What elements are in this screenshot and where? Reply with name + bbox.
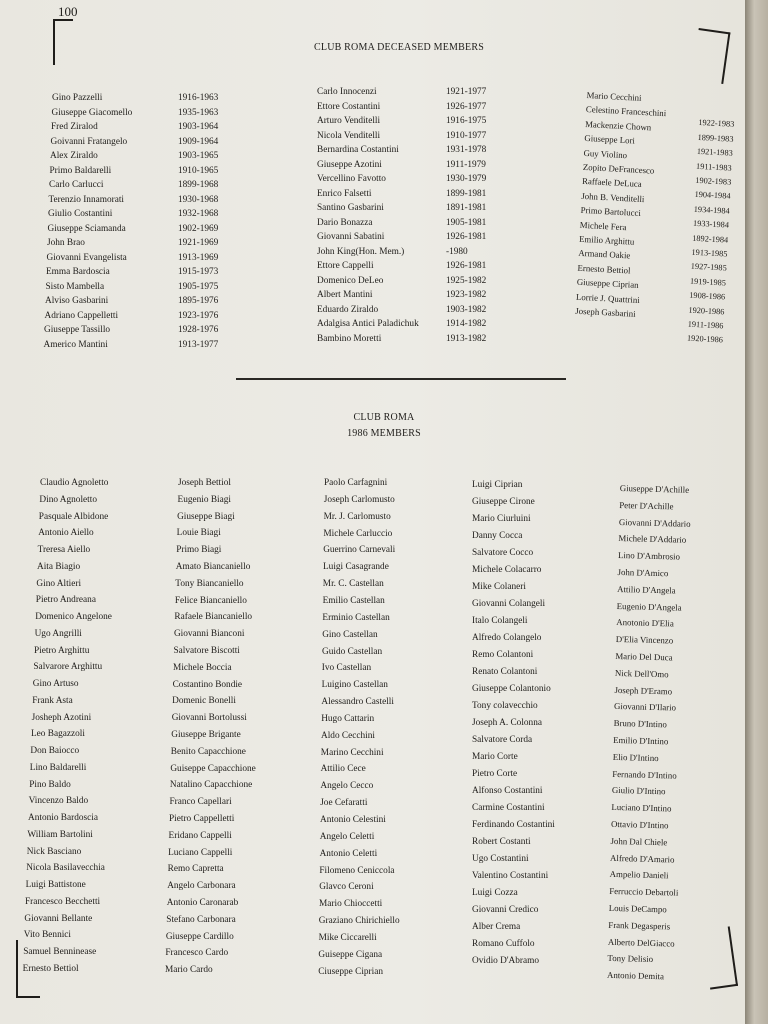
member-name: Treresa Aiello <box>37 545 91 555</box>
member-name: Pasquale Albidone <box>38 511 109 522</box>
member-name: Michele D'Addario <box>618 533 687 546</box>
deceased-name: Terenzio Innamorati <box>48 194 124 205</box>
deceased-years: 1916-1975 <box>446 116 487 126</box>
deceased-name: Michele Fera <box>579 219 627 232</box>
deceased-name: Fred Ziralod <box>51 122 98 132</box>
member-name: Antonio Aiello <box>38 528 94 539</box>
member-name: Antonio Celestini <box>320 815 386 825</box>
member-name: Tony Biancaniello <box>175 578 244 589</box>
deceased-years: 1913-1982 <box>446 333 487 344</box>
member-name: Vito Bennici <box>23 930 72 941</box>
member-name: Josheph Azotini <box>31 712 92 723</box>
member-name: Danny Cocca <box>472 531 523 541</box>
member-name: Giovanni Bellante <box>24 913 93 924</box>
member-name: Anotonio D'Elia <box>616 617 674 629</box>
member-name: Robert Costanti <box>472 837 531 847</box>
member-name: Franco Capellari <box>169 797 232 808</box>
deceased-name: Eduardo Ziraldo <box>317 304 379 315</box>
deceased-name: John Brao <box>47 238 85 248</box>
member-name: Costantino Bondie <box>172 679 243 690</box>
deceased-name: Giuseppe Sciamanda <box>47 223 126 234</box>
member-name: Tony colavecchio <box>472 701 538 711</box>
member-name: Mario Chioccetti <box>319 899 383 910</box>
member-name: Mario Del Duca <box>615 650 673 663</box>
deceased-years: 1905-1981 <box>446 217 487 228</box>
member-name: Nick Dell'Omo <box>614 667 669 680</box>
member-name: Remo Capretta <box>167 864 224 875</box>
member-name: Giovanni D'Ilario <box>613 701 677 713</box>
deceased-name: Dario Bonazza <box>317 217 373 228</box>
deceased-years: 1922-1983 <box>698 118 735 130</box>
deceased-name: Giuseppe Ciprian <box>576 276 639 291</box>
deceased-years: 1925-1982 <box>446 275 487 286</box>
member-name: Domenic Bonelli <box>172 696 236 707</box>
member-name: Glavco Ceroni <box>319 882 374 893</box>
member-name: Luigi Ciprian <box>472 480 523 490</box>
member-name: Ugo Angrilli <box>34 628 82 639</box>
deceased-name: Giuseppe Giacomello <box>51 107 133 118</box>
member-name: Gino Artuso <box>32 679 79 689</box>
member-name: Luciano D'Intino <box>611 802 672 814</box>
deceased-years: 1932-1968 <box>178 209 219 219</box>
member-name: Joseph A. Colonna <box>472 718 542 728</box>
deceased-name: Nicola Venditelli <box>317 130 381 141</box>
member-name: Angelo Carbonara <box>167 881 236 892</box>
member-name: Attilio D'Angela <box>617 583 676 596</box>
top-right-corner-mark <box>692 28 731 84</box>
member-name: Luigino Castellan <box>321 680 388 691</box>
member-name: Alfonso Costantini <box>472 786 543 796</box>
deceased-years: 1926-1977 <box>446 101 487 112</box>
member-name: Giovanni D'Addario <box>618 516 691 529</box>
member-name: Romano Cuffolo <box>472 939 535 949</box>
member-name: Dino Agnoletto <box>39 494 97 505</box>
top-left-corner-mark-ext <box>53 19 73 21</box>
member-name: Eugenio D'Angela <box>616 600 682 613</box>
member-name: Giuseppe Cardillo <box>165 931 234 942</box>
member-name: Leo Bagazzoli <box>31 729 85 740</box>
deceased-years: 1903-1982 <box>446 304 487 315</box>
member-name: Domenico Angelone <box>35 612 112 622</box>
deceased-name: Adriano Cappelletti <box>44 310 119 321</box>
member-name: Antonio Bardoscia <box>28 813 98 823</box>
member-name: Aita Biagio <box>37 561 81 572</box>
member-name: Eridano Cappelli <box>168 830 232 841</box>
deceased-name: Raffaele DeLuca <box>581 176 642 190</box>
member-name: Eugenio Biagi <box>177 494 231 505</box>
member-name: Giovanni Credico <box>472 905 539 915</box>
deceased-name: Emilio Arghittu <box>578 233 635 247</box>
deceased-name: Ernesto Bettiol <box>577 262 631 276</box>
member-name: Ivo Castellan <box>321 663 372 674</box>
deceased-years: 1903-1964 <box>178 122 219 132</box>
member-name: Stefano Carbonara <box>166 914 236 925</box>
deceased-years: 1911-1979 <box>446 159 486 170</box>
member-name: Luigi Cozza <box>472 888 518 898</box>
member-name: Ciuseppe Ciprian <box>318 966 383 977</box>
member-name: Luigi Battistone <box>25 880 86 890</box>
deceased-name: Carlo Carlucci <box>49 180 104 190</box>
member-name: Joe Cefaratti <box>320 798 368 809</box>
deceased-name: Carlo Innocenzi <box>317 87 377 97</box>
member-name: Graziano Chirichiello <box>318 916 400 927</box>
deceased-name: Joseph Gasbarini <box>575 305 636 319</box>
members-subtitle: 1986 MEMBERS <box>347 428 421 439</box>
deceased-years: 1920-1986 <box>688 305 725 317</box>
member-name: Michele Colacarro <box>472 565 542 575</box>
member-name: Renato Colantoni <box>472 667 538 677</box>
deceased-years: 1930-1968 <box>178 194 219 205</box>
deceased-years: 1919-1985 <box>689 276 727 288</box>
deceased-name: Domenico DeLeo <box>317 275 384 286</box>
deceased-name: Primo Baldarelli <box>49 165 112 176</box>
deceased-name: Mario Cecchini <box>586 89 642 103</box>
member-name: Amato Biancaniello <box>175 562 251 572</box>
deceased-years: 1926-1981 <box>446 261 487 271</box>
member-name: Antonio Caronarab <box>166 898 239 908</box>
deceased-years: 1927-1985 <box>690 262 727 273</box>
member-name: Ernesto Bettiol <box>22 963 79 974</box>
deceased-name: Adalgisa Antici Paladichuk <box>317 319 419 329</box>
deceased-name: Sisto Mambella <box>45 281 105 292</box>
member-name: Ugo Costantini <box>472 854 529 864</box>
member-name: Pietro Arghittu <box>34 645 90 656</box>
member-name: Elio D'Intino <box>612 751 659 763</box>
deceased-name: Albert Mantini <box>317 290 373 300</box>
member-name: Louis DeCampo <box>608 902 667 915</box>
deceased-name: John King(Hon. Mem.) <box>317 246 405 257</box>
deceased-name: Alviso Gasbarini <box>45 296 109 306</box>
member-name: John Dal Chiele <box>610 835 668 848</box>
deceased-name: Ettore Costantini <box>317 101 381 112</box>
deceased-name: Santino Gasbarini <box>317 203 384 213</box>
member-name: Emilio D'Intino <box>613 734 669 747</box>
member-name: Aldo Cecchini <box>321 730 375 741</box>
member-name: Alberto DelGiacco <box>607 936 675 949</box>
deceased-name: Emma Bardoscia <box>46 267 110 277</box>
deceased-years: 1905-1975 <box>178 281 219 292</box>
deceased-years: 1913-1969 <box>178 252 219 263</box>
member-name: Mario Corte <box>472 752 518 762</box>
member-name: Angelo Cecco <box>320 781 374 792</box>
member-name: Salvarore Arghittu <box>33 662 103 673</box>
member-name: Francesco Becchetti <box>25 896 101 907</box>
member-name: Guido Castellan <box>322 646 383 657</box>
deceased-years: 1920-1986 <box>686 333 724 345</box>
member-name: Frank Asta <box>32 695 73 706</box>
member-name: D'Elia Vincenzo <box>615 634 674 646</box>
member-name: Lino Baldarelli <box>29 762 87 773</box>
member-name: Emilio Castellan <box>322 595 385 606</box>
deceased-name: Celestino Franceschini <box>585 104 667 119</box>
member-name: Ferruccio Debartoli <box>609 886 679 898</box>
member-name: Pietro Cappelletti <box>169 814 235 824</box>
deceased-years: 1914-1982 <box>446 319 487 329</box>
deceased-name: Gino Pazzelli <box>52 93 103 103</box>
deceased-years: 1916-1963 <box>178 93 219 103</box>
book-spine <box>745 0 768 1024</box>
deceased-title: CLUB ROMA DECEASED MEMBERS <box>314 42 484 53</box>
member-name: Ovidio D'Abramo <box>472 956 540 966</box>
member-name: Antonio Demita <box>606 970 665 982</box>
deceased-years: 1904-1984 <box>694 190 731 202</box>
member-name: Filomeno Ceniccola <box>319 865 395 876</box>
member-name: Felice Biancaniello <box>174 595 247 606</box>
member-name: Giovanni Bianconi <box>173 629 245 640</box>
deceased-years: 1899-1968 <box>178 180 219 190</box>
member-name: Giuseppe Colantonio <box>472 684 551 694</box>
page-number: 100 <box>58 4 78 19</box>
member-name: Benito Capacchione <box>170 746 246 757</box>
members-title: CLUB ROMA <box>353 412 415 423</box>
deceased-name: Bambino Moretti <box>317 333 382 344</box>
member-name: Valentino Costantini <box>472 871 549 881</box>
deceased-name: Giuseppe Tassillo <box>44 325 111 335</box>
member-name: Italo Colangeli <box>472 616 528 626</box>
member-name: Michele Carluccio <box>323 528 393 539</box>
deceased-years: 1892-1984 <box>692 233 729 245</box>
deceased-name: Primo Bartolucci <box>580 205 642 219</box>
deceased-name: Enrico Falsetti <box>317 188 372 199</box>
member-name: Hugo Cattarin <box>321 713 375 724</box>
deceased-name: Alex Ziraldo <box>50 151 98 161</box>
member-name: Primo Biagi <box>176 545 222 556</box>
member-name: Erminio Castellan <box>322 612 390 623</box>
member-name: Mr. C. Castellan <box>322 579 384 590</box>
deceased-years: 1913-1977 <box>178 339 219 350</box>
member-name: Guiseppe Capacchione <box>170 763 256 774</box>
member-name: Salvatore Cocco <box>472 548 534 558</box>
deceased-name: Guy Violino <box>583 147 628 160</box>
deceased-years: 1921-1969 <box>178 238 219 248</box>
member-name: Giuseppe Brigante <box>171 730 241 740</box>
deceased-years: 1899-1981 <box>446 188 487 199</box>
deceased-years: 1928-1976 <box>178 325 219 335</box>
deceased-years: 1921-1983 <box>696 147 733 158</box>
member-name: Pietro Corte <box>472 769 518 779</box>
member-name: Pino Baldo <box>29 779 71 790</box>
member-name: William Bartolini <box>27 829 93 840</box>
member-name: Mario Ciurluini <box>472 514 531 524</box>
member-name: Claudio Agnoletto <box>40 478 109 488</box>
member-name: Giuseppe Cirone <box>472 497 535 507</box>
member-name: Mr. J. Carlomusto <box>323 511 391 522</box>
deceased-years: 1902-1983 <box>695 175 732 187</box>
deceased-name: Americo Mantini <box>43 339 108 350</box>
member-name: Louie Biagi <box>176 528 221 539</box>
deceased-name: John B. Venditelli <box>581 190 645 204</box>
deceased-years: 1926-1981 <box>446 232 487 242</box>
member-name: Joseph Carlomusto <box>323 494 395 505</box>
member-name: Luciano Cappelli <box>168 847 233 858</box>
member-name: Angelo Celetti <box>319 831 375 842</box>
deceased-name: Giovanni Evangelista <box>46 252 127 263</box>
member-name: Carmine Costantini <box>472 803 545 813</box>
member-name: Alfredo Colangelo <box>472 633 542 643</box>
member-name: Mike Ciccarelli <box>318 932 377 943</box>
deceased-years: 1915-1973 <box>178 267 219 277</box>
deceased-years: -1980 <box>446 246 468 257</box>
member-name: Ampelio Danieli <box>609 869 669 881</box>
deceased-name: Lorrie J. Quattrini <box>575 291 641 305</box>
member-name: Lino D'Ambrosio <box>617 550 681 562</box>
deceased-name: Giovanni Sabatini <box>317 232 385 242</box>
member-name: Alfredo D'Amario <box>610 852 675 865</box>
member-name: Guerrino Carnevali <box>323 545 396 556</box>
deceased-name: Goivanni Fratangelo <box>50 136 128 147</box>
member-name: Mario Cardo <box>164 965 213 976</box>
member-name: Rafaele Biancaniello <box>174 612 253 623</box>
bottom-right-corner-mark <box>702 926 738 989</box>
deceased-years: 1903-1965 <box>178 151 219 161</box>
deceased-name: Armand Oakie <box>578 248 631 261</box>
deceased-years: 1899-1983 <box>697 132 734 144</box>
member-name: Alber Crema <box>472 922 521 932</box>
deceased-years: 1902-1969 <box>178 223 219 234</box>
deceased-name: Giuseppe Lori <box>584 133 636 146</box>
member-name: Joseph D'Eramo <box>614 684 673 697</box>
member-name: Salvatore Corda <box>472 735 533 745</box>
deceased-name: Ettore Cappelli <box>317 261 374 271</box>
member-name: Alessandro Castelli <box>321 697 394 708</box>
deceased-name: Vercellino Favotto <box>317 174 386 184</box>
member-name: Giuseppe Biagi <box>177 511 235 522</box>
member-name: Ottavio D'Intino <box>610 818 669 831</box>
deceased-years: 1923-1976 <box>178 310 219 321</box>
member-name: Peter D'Achille <box>619 499 674 512</box>
deceased-name: Giuseppe Azotini <box>317 159 382 170</box>
member-name: Nicola Basilavecchia <box>26 863 105 874</box>
member-name: Giovanni Bortolussi <box>171 713 247 724</box>
member-name: Vincenzo Baldo <box>28 796 89 807</box>
deceased-years: 1935-1963 <box>178 107 219 118</box>
deceased-years: 1909-1964 <box>178 136 219 147</box>
deceased-years: 1913-1985 <box>691 247 728 259</box>
deceased-years: 1910-1977 <box>446 130 487 141</box>
member-name: Nick Basciano <box>26 846 82 857</box>
deceased-name: Mackenzie Chown <box>584 118 652 133</box>
member-name: Gino Castellan <box>322 629 378 640</box>
member-name: Marino Cecchini <box>320 747 384 758</box>
deceased-name: Bernardina Costantini <box>317 145 399 155</box>
member-name: Giulio D'Intino <box>611 785 666 797</box>
deceased-years: 1908-1986 <box>689 290 726 302</box>
member-name: Tony Delisio <box>607 953 654 965</box>
member-name: Frank Degasperis <box>608 919 671 932</box>
member-name: Fernando D'Intino <box>612 768 677 781</box>
deceased-years: 1934-1984 <box>693 204 730 216</box>
deceased-years: 1921-1977 <box>446 87 487 97</box>
member-name: Natalino Capacchione <box>169 780 253 791</box>
member-name: Pietro Andreana <box>35 595 96 606</box>
deceased-years: 1911-1986 <box>687 319 724 331</box>
deceased-years: 1911-1983 <box>695 161 732 173</box>
member-name: Antonio Celetti <box>319 848 378 859</box>
deceased-years: 1923-1982 <box>446 290 487 300</box>
member-name: Ferdinando Costantini <box>472 820 555 830</box>
member-name: John D'Amico <box>617 566 669 579</box>
member-name: Michele Boccia <box>173 662 232 673</box>
deceased-years: 1891-1981 <box>446 203 487 213</box>
deceased-years: 1930-1979 <box>446 174 487 184</box>
member-name: Bruno D'Intino <box>613 718 667 730</box>
member-name: Luigi Casagrande <box>323 562 389 573</box>
member-name: Francesco Cardo <box>165 948 229 959</box>
deceased-name: Arturo Venditelli <box>317 116 381 126</box>
member-name: Giuseppe D'Achille <box>619 482 690 495</box>
member-name: Samuel Benninease <box>23 947 97 957</box>
member-name: Don Baiocco <box>30 746 80 756</box>
member-name: Gino Altieri <box>36 578 82 589</box>
deceased-name: Zopito DeFrancesco <box>582 161 655 176</box>
member-name: Remo Colantoni <box>472 650 534 660</box>
member-name: Mike Colaneri <box>472 582 526 592</box>
member-name: Joseph Bettiol <box>178 478 231 488</box>
member-name: Salvatore Biscotti <box>173 646 240 656</box>
section-divider <box>236 378 566 380</box>
deceased-years: 1895-1976 <box>178 296 219 306</box>
member-name: Guiseppe Cigana <box>318 949 383 960</box>
deceased-years: 1910-1965 <box>178 165 219 176</box>
member-name: Paolo Carfagnini <box>324 478 388 488</box>
deceased-years: 1931-1978 <box>446 145 487 155</box>
member-name: Giovanni Colangeli <box>472 599 546 609</box>
deceased-years: 1933-1984 <box>692 218 730 230</box>
deceased-name: Giulio Costantini <box>48 209 113 219</box>
member-name: Attilio Cece <box>320 764 366 775</box>
